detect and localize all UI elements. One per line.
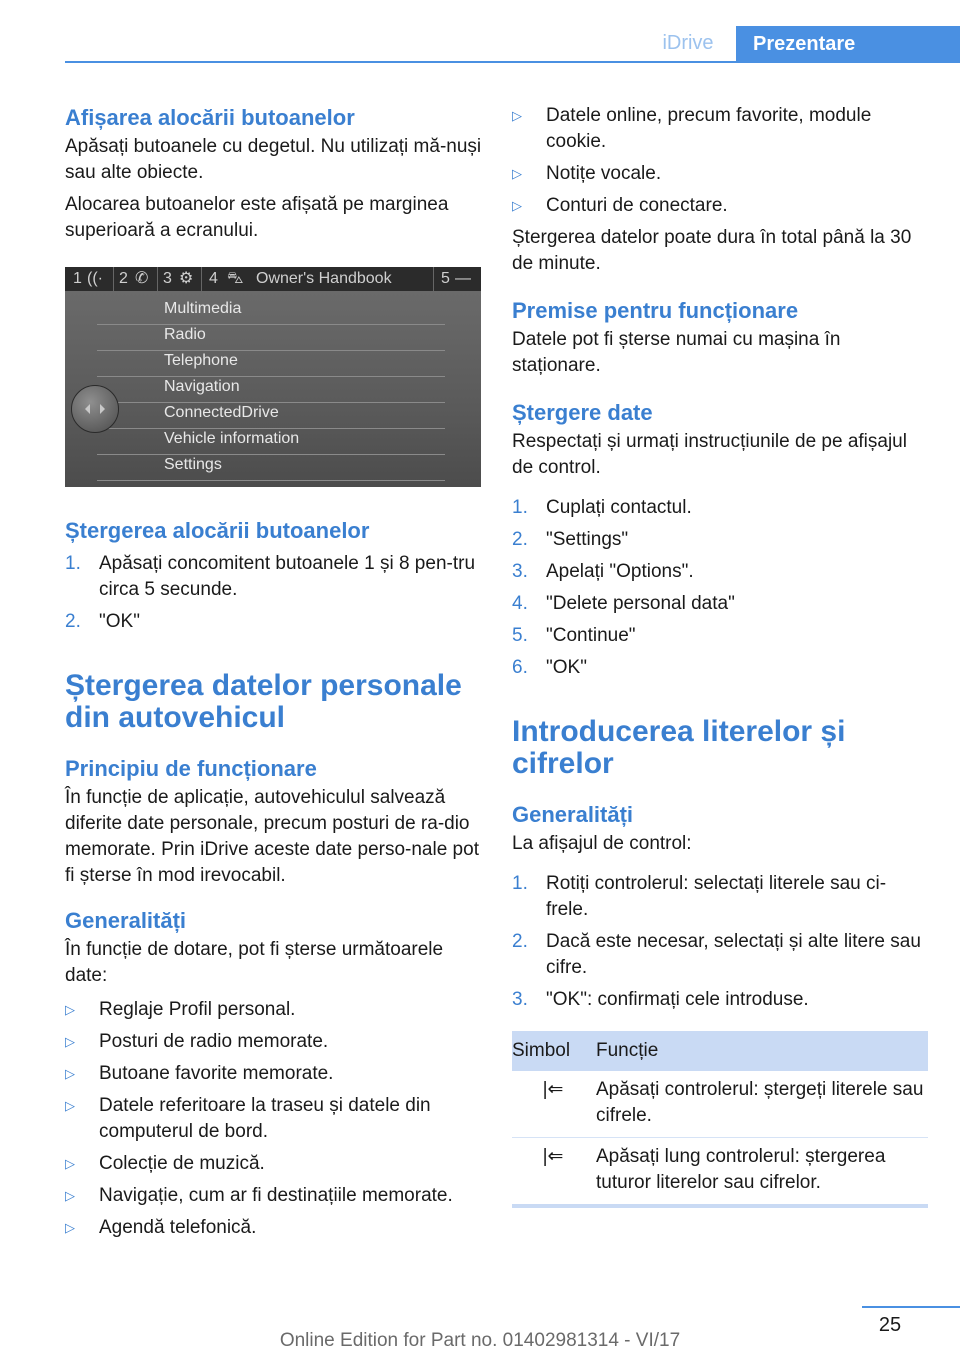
screen-menu bbox=[65, 291, 481, 487]
heading-generalitati: Generalități bbox=[65, 908, 187, 933]
tab-3: 3 bbox=[163, 270, 172, 287]
list-item: 3. "OK": confirmați cele introduse. bbox=[512, 989, 809, 1010]
heading-principiu: Principiu de funcționare bbox=[65, 756, 317, 781]
list-item: 6. "OK" bbox=[512, 657, 587, 678]
para-stergere: Respectați și urmați instrucțiunile de pe afișajul de control. bbox=[512, 431, 907, 478]
list-item: 2. "Settings" bbox=[512, 529, 629, 550]
header-chapter: Prezentare bbox=[736, 26, 960, 63]
list-item: 4. "Delete personal data" bbox=[512, 593, 735, 614]
table-row bbox=[512, 1138, 928, 1207]
list-item: 5. "Continue" bbox=[512, 625, 636, 646]
right-column bbox=[512, 103, 928, 1208]
tab-4: 4 bbox=[209, 270, 218, 287]
heading-generalitati-2: Generalități bbox=[512, 802, 634, 827]
menu-item-settings: Settings bbox=[164, 456, 222, 473]
para-durata: Ștergerea datelor poate dura în total până la 30 de minute. bbox=[512, 227, 912, 274]
para-la-afisaj: La afișajul de control: bbox=[512, 833, 692, 854]
table-header bbox=[512, 1031, 928, 1071]
tab-2: 2 bbox=[119, 270, 128, 287]
steps-introducere bbox=[512, 871, 928, 1013]
left-column bbox=[65, 103, 483, 1241]
list-item: ▷ Conturi de conectare. bbox=[512, 195, 728, 216]
menu-divider bbox=[97, 324, 445, 325]
list-item: ▷ Agendă telefonică. bbox=[65, 1217, 257, 1238]
list-item: 1. Cuplați contactul. bbox=[512, 497, 692, 518]
page-number-rule bbox=[862, 1306, 960, 1308]
tab-1: 1 bbox=[73, 270, 82, 287]
para-generalitati: În funcție de dotare, pot fi șterse următoarele date: bbox=[65, 939, 444, 986]
list-item: 2. Dacă este necesar, selectați și alte litere sau cifre. bbox=[512, 931, 921, 978]
list-item: ▷ Notițe vocale. bbox=[512, 163, 662, 184]
bullets-date bbox=[65, 997, 483, 1241]
tab-4-label: Owner's Handbook bbox=[256, 270, 392, 287]
heading-afisarea: Afișarea alocării butoanelor bbox=[65, 105, 355, 130]
list-item: ▷ Navigație, cum ar fi destinațiile memorate. bbox=[65, 1185, 453, 1206]
para-afisarea-2: Alocarea butoanelor este afișată pe marginea superioară a ecranului. bbox=[65, 194, 449, 241]
header-section: iDrive bbox=[662, 32, 714, 54]
list-item: 2. "OK" bbox=[65, 611, 140, 632]
menu-item-navigation: Navigation bbox=[164, 378, 240, 395]
function-cell: Apăsați controlerul: ștergeți literele sau cifrele. bbox=[594, 1071, 928, 1138]
header-rule bbox=[65, 61, 960, 63]
para-premise: Datele pot fi șterse numai cu mașina în staționare. bbox=[512, 329, 841, 376]
list-item: ▷ Reglaje Profil personal. bbox=[65, 999, 296, 1020]
divider bbox=[433, 267, 434, 291]
tab-2-icon: ✆ bbox=[135, 270, 149, 287]
footer-edition: Online Edition for Part no. 01402981314 - VI/17 bbox=[279, 1330, 681, 1351]
menu-divider bbox=[97, 350, 445, 351]
menu-divider bbox=[97, 454, 445, 455]
symbol-table bbox=[512, 1031, 928, 1208]
list-item: ▷ Datele referitoare la traseu și datele din computerul de bord. bbox=[65, 1095, 431, 1142]
menu-divider bbox=[97, 480, 445, 481]
heading-stergerea-alocarii: Ștergerea alocării butoanelor bbox=[65, 518, 370, 543]
menu-divider bbox=[97, 376, 445, 377]
para-afisarea-1: Apăsați butoanele cu degetul. Nu utilizați mă‐nuși sau alte obiecte. bbox=[65, 136, 482, 183]
col-symbol: Simbol bbox=[512, 1031, 594, 1071]
page-number: 25 bbox=[878, 1314, 902, 1336]
tab-5: 5 bbox=[441, 270, 450, 287]
heading-stergerea-datelor: Ștergerea datelor personale din autovehicul bbox=[65, 669, 462, 734]
controller-knob-icon bbox=[71, 385, 119, 433]
list-item: 3. Apelați "Options". bbox=[512, 561, 694, 582]
backspace-icon: |⇐ bbox=[512, 1138, 594, 1207]
table-row bbox=[512, 1071, 928, 1138]
gear-icon: ⚙ bbox=[179, 270, 194, 287]
car-icon: ⛍ bbox=[227, 270, 244, 287]
heading-premise: Premise pentru funcționare bbox=[512, 298, 799, 323]
menu-item-multimedia: Multimedia bbox=[164, 300, 242, 317]
divider bbox=[201, 267, 202, 291]
heading-introducerea: Introducerea literelor și cifrelor bbox=[512, 715, 846, 780]
heading-stergere-date: Ștergere date bbox=[512, 400, 653, 425]
list-item: ▷ Datele online, precum favorite, module cookie. bbox=[512, 105, 872, 152]
col-function: Funcție bbox=[594, 1031, 928, 1071]
menu-item-radio: Radio bbox=[164, 326, 206, 343]
backspace-icon: |⇐ bbox=[512, 1071, 594, 1138]
steps-alocare bbox=[65, 551, 483, 635]
list-item: 1. Rotiți controlerul: selectați literele sau ci‐frele. bbox=[512, 873, 887, 920]
divider bbox=[157, 267, 158, 291]
menu-item-vehicle-information: Vehicle information bbox=[164, 430, 300, 447]
list-item: 1. Apăsați concomitent butoanele 1 și 8 pen‐tru circa 5 secunde. bbox=[65, 553, 476, 600]
para-principiu: În funcție de aplicație, autovehiculul salvează diferite date personale, precum posturi de ra‐dio memorate. Prin iDrive aceste date perso‐nale pot fi șterse în mod irevocabil. bbox=[65, 787, 479, 886]
steps-stergere bbox=[512, 495, 928, 681]
list-item: ▷ Posturi de radio memorate. bbox=[65, 1031, 329, 1052]
dash: — bbox=[455, 270, 471, 287]
menu-item-telephone: Telephone bbox=[164, 352, 238, 369]
menu-item-connecteddrive: ConnectedDrive bbox=[164, 404, 279, 421]
divider bbox=[113, 267, 114, 291]
list-item: ▷ Colecție de muzică. bbox=[65, 1153, 265, 1174]
idrive-screen-image bbox=[65, 267, 481, 487]
bullets-date-cont bbox=[512, 103, 928, 219]
tab-1-icon: ((· bbox=[87, 270, 103, 287]
list-item: ▷ Butoane favorite memorate. bbox=[65, 1063, 334, 1084]
function-cell: Apăsați lung controlerul: ștergerea tuturor literelor sau cifrelor. bbox=[594, 1138, 928, 1207]
screen-button-bar bbox=[65, 267, 481, 291]
